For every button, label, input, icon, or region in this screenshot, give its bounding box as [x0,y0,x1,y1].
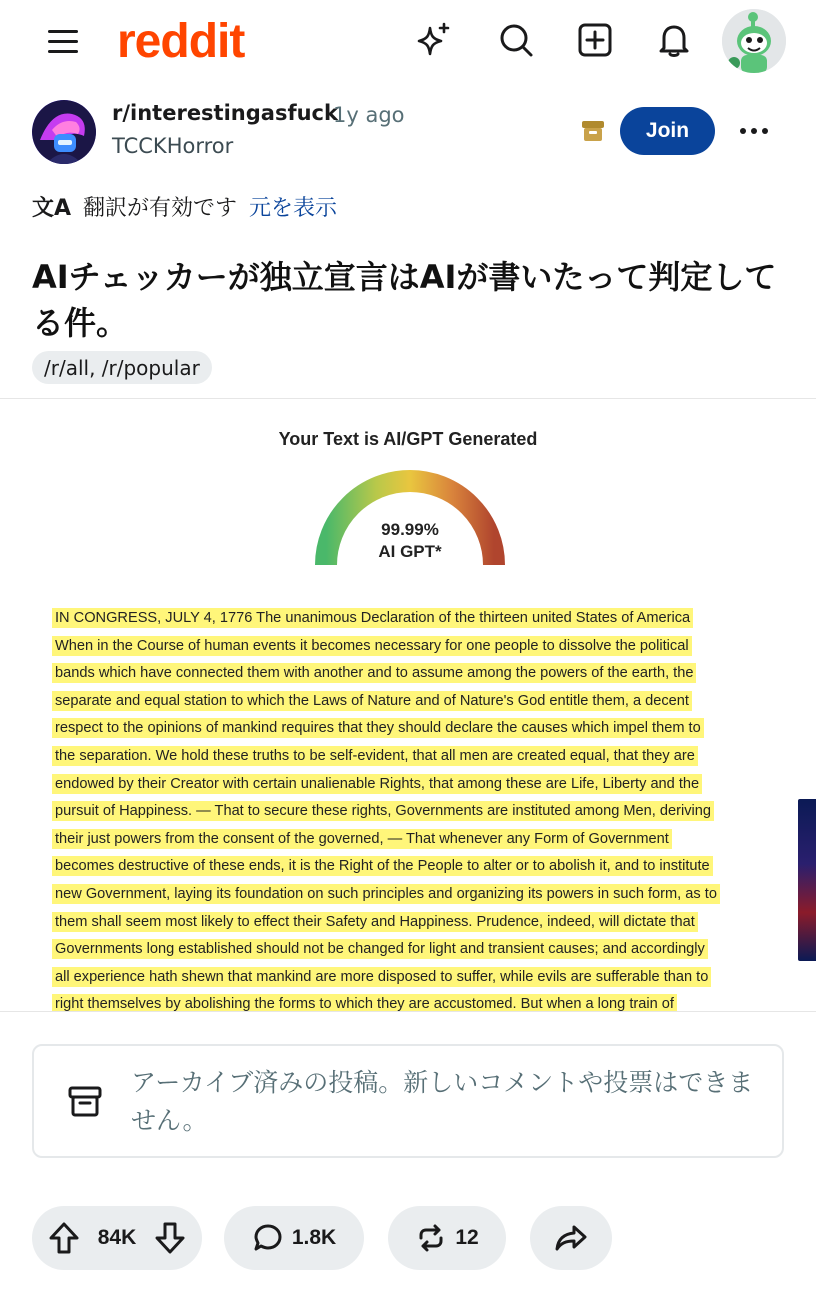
highlighted-text: When in the Course of human events it becomes necessary for one people to dissolve the political [52,636,692,656]
create-post-icon[interactable] [573,18,617,62]
bell-icon[interactable] [652,18,696,62]
menu-icon[interactable] [44,24,82,58]
archived-message: アーカイブ済みの投稿。新しいコメントや投票はできません。 [131,1068,754,1135]
share-icon [554,1222,588,1254]
next-image-preview[interactable] [798,799,816,961]
comment-icon [252,1222,284,1254]
post-image[interactable] [0,398,816,1012]
show-original-link[interactable]: 元を表示 [249,195,338,221]
top-bar [0,0,816,86]
text-line [52,991,772,1012]
post-author[interactable]: TCCKHorror [112,134,234,158]
text-line [52,743,772,771]
highlighted-text: pursuit of Happiness. — That to secure these rights, Governments are instituted among Men, deriving [52,801,714,821]
text-line [52,771,772,799]
highlighted-text: respect to the opinions of mankind requires that they should declare the causes which impel them to [52,718,704,738]
highlighted-text: bands which have connected them with another and to assume among the powers of the earth, the [52,663,696,683]
vote-count: 84K [97,1226,137,1249]
score-label: AI GPT* [378,542,442,561]
translation-row [32,190,337,222]
highlighted-text: Governments long established should not be changed for light and transient causes; and accordingly [52,939,708,959]
highlighted-text: endowed by their Creator with certain unalienable Rights, that among these are Life, Liberty and the [52,774,702,794]
comments-button[interactable] [224,1206,364,1270]
text-line [52,909,772,937]
text-line [52,660,772,688]
text-line [52,936,772,964]
downvote-icon[interactable] [154,1221,186,1255]
post-timestamp: 1y ago [333,103,405,127]
text-line [52,688,772,716]
text-line [52,964,772,992]
gauge-readout [312,519,508,563]
subreddit-avatar[interactable] [32,100,96,164]
text-line [52,715,772,743]
vote-bar [32,1206,202,1270]
highlighted-text: the separation. We hold these truths to be self-evident, that all men are created equal, that they are [52,746,698,766]
user-avatar[interactable] [722,9,786,73]
post-title[interactable]: AIチェッカーが独立宣言はAIが書いたって判定してる件。 [32,258,777,342]
post-flair[interactable]: /r/all, /r/popular [32,351,212,384]
translation-status: 翻訳が有効です [83,195,238,221]
comment-count: 1.8K [291,1226,337,1249]
upvote-icon[interactable] [48,1221,80,1255]
share-button[interactable] [530,1206,612,1270]
reddit-logo[interactable]: reddit [117,15,245,68]
score-percent: 99.99% [381,520,439,539]
ai-checker-screenshot [0,399,816,1012]
text-line [52,605,772,633]
highlighted-text: their just powers from the consent of the governed, — That whenever any Form of Government [52,829,672,849]
sparkle-icon[interactable] [412,18,456,62]
highlighted-text: new Government, laying its foundation on such principles and organizing its powers in such form, as to [52,884,720,904]
checker-heading: Your Text is AI/GPT Generated [278,429,538,449]
archive-icon [580,118,606,144]
crosspost-count: 12 [455,1226,479,1249]
text-line [52,826,772,854]
declaration-text [52,605,772,1012]
translate-icon: 文A [32,195,72,221]
text-line [52,881,772,909]
more-options-icon[interactable] [734,115,774,147]
highlighted-text: IN CONGRESS, JULY 4, 1776 The unanimous Declaration of the thirteen united States of America [52,608,693,628]
text-line [52,633,772,661]
highlighted-text: separate and equal station to which the Laws of Nature and of Nature's God entitle them, a decent [52,691,692,711]
search-icon[interactable] [494,18,538,62]
highlighted-text: becomes destructive of these ends, it is the Right of the People to alter or to abolish it, and to institute [52,856,713,876]
archive-box-icon [66,1082,104,1120]
crosspost-button[interactable] [388,1206,506,1270]
text-line [52,853,772,881]
highlighted-text: right themselves by abolishing the forms to which they are accustomed. But when a long train of [52,994,677,1012]
subreddit-name[interactable]: r/interestingasfuck [112,101,338,125]
repost-icon [415,1222,447,1254]
text-line [52,798,772,826]
highlighted-text: them shall seem most likely to effect their Safety and Happiness. Prudence, indeed, will dictate that [52,912,698,932]
join-button[interactable]: Join [620,107,715,155]
archived-notice [32,1044,784,1158]
highlighted-text: all experience hath shewn that mankind are more disposed to suffer, while evils are sufferable than to [52,967,711,987]
